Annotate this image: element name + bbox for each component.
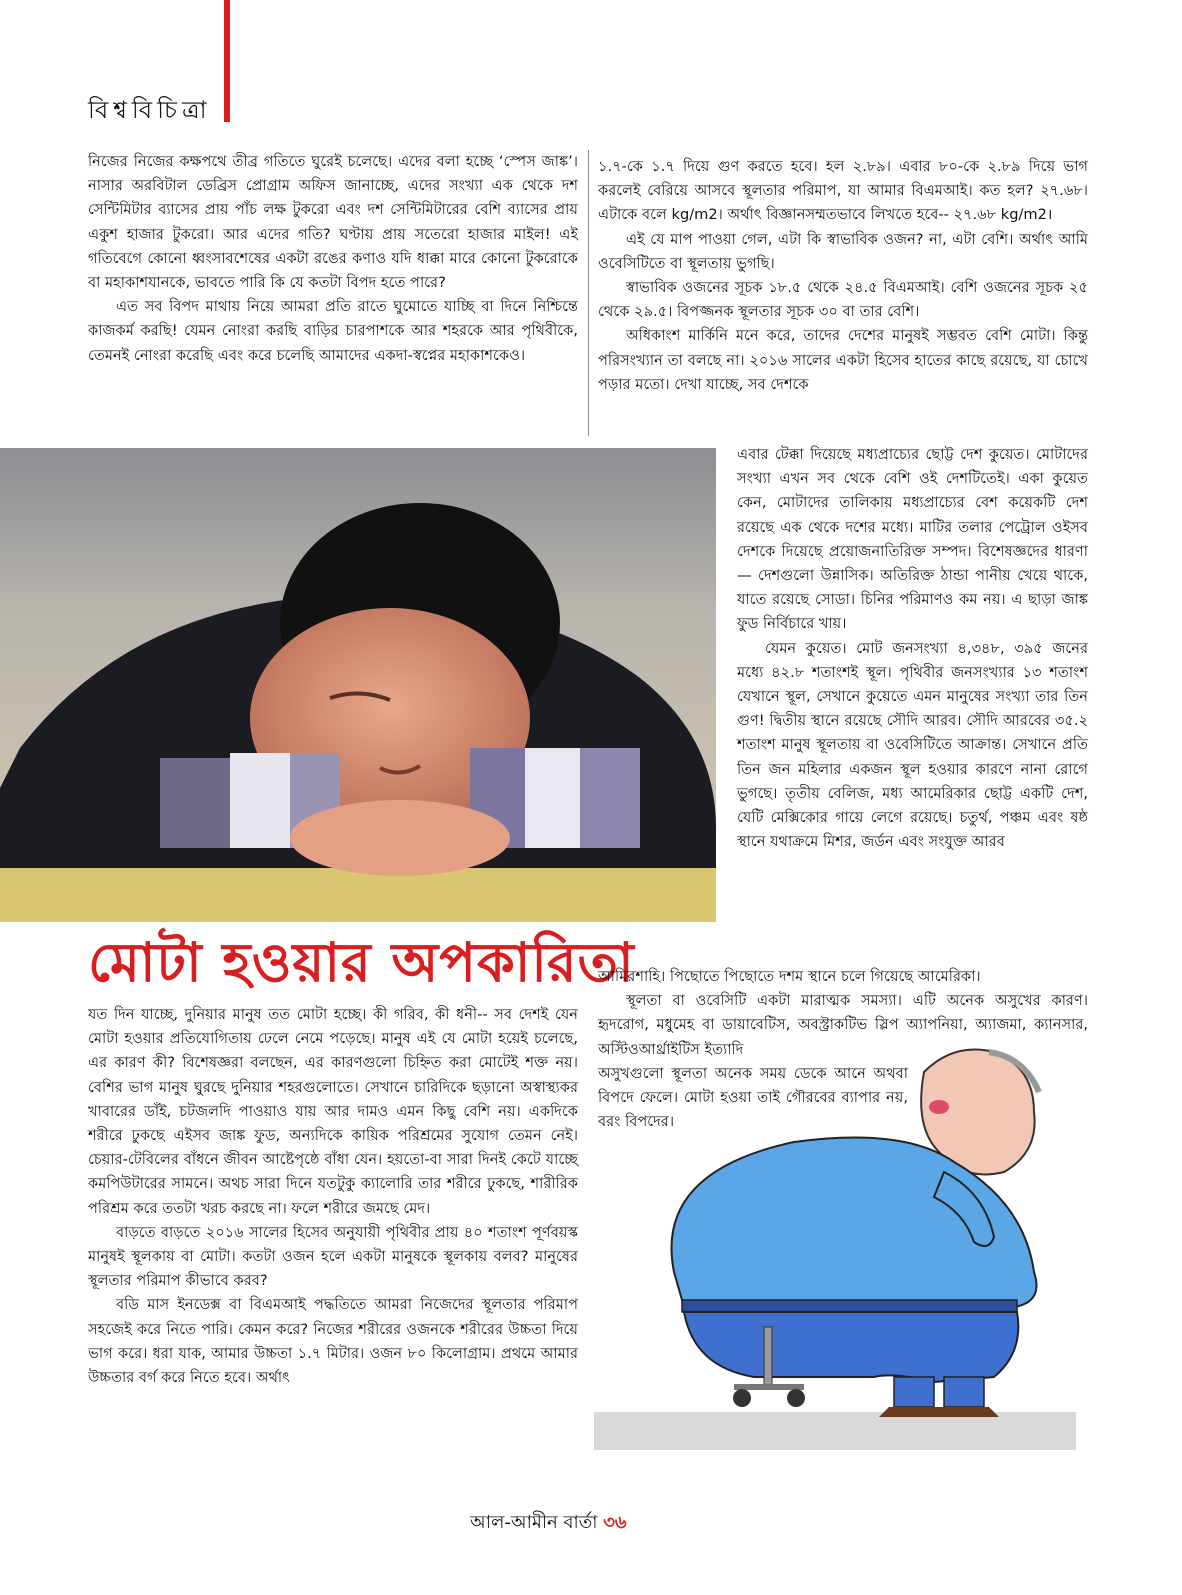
paragraph: অসুখগুলো স্থূলতা অনেক সময় ডেকে আনে অথবা বিপদে ফেলে। মোটা হওয়া তাই গৌরবের ব্যাপার নয়, বরং বিপদের। [598,1065,908,1131]
paragraph: বাড়তে বাড়তে ২০১৬ সালের হিসেব অনুযায়ী পৃথিবীর প্রায় ৪০ শতাংশ পূর্ণবয়স্ক মানুষই স্থূলকায় বা মোটা। কতটা ওজন হলে একটা মানুষকে স্থূলকায় বলব? মানুষের স্থূলতার পরিমাপ কীভাবে করব? [88,1223,578,1290]
paragraph: স্বাভাবিক ওজনের সূচক ১৮.৫ থেকে ২৪.৫ বিএমআই। বেশি ওজনের সূচক ২৫ থেকে ২৯.৫। বিপজ্জনক স্থূলতার সূচক ৩০ বা তার বেশি। [598,279,1088,321]
photo-sleeping-child [0,448,716,922]
article-column-left-bottom [88,1003,578,1390]
paragraph: এই যে মাপ পাওয়া গেল, এটা কি স্বাভাবিক ওজন? না, এটা বেশি। অর্থাৎ আমি ওবেসিটিতে বা স্থূলতায় ভুগছি। [598,230,1088,272]
section-label: বিশ্ববিচিত্রা [88,96,212,124]
article-column-left-top [88,150,578,368]
paragraph: ১.৭-কে ১.৭ দিয়ে গুণ করতে হবে। হল ২.৮৯। এবার ৮০-কে ২.৮৯ দিয়ে ভাগ করলেই বেরিয়ে আসবে স্থূলতার পরিমাপ, যা আমার বিএমআই। কত হল? ২৭.৬৮। এটাকে বলে kg/m2। অর্থাৎ বিজ্ঞানসম্মতভাবে লিখতে হবে-- ২৭.৬৮ kg/m2। [598,158,1088,224]
paragraph: যত দিন যাচ্ছে, দুনিয়ার মানুষ তত মোটা হচ্ছে। কী গরিব, কী ধনী-- সব দেশই যেন মোটা হওয়ার প্রতিযোগিতায় ঢেলে নেমে পড়েছে। মানুষ এই যে মোটা হয়েই চলেছে, এর কারণ কী? বিশেষজ্ঞরা বলছেন, এর কারণগুলো চিহ্নিত করা মোটেই শক্ত নয়। বেশির ভাগ মানুষ ঘুরছে দুনিয়ার শহরগুলোতে। সেখানে চারিদিকে ছড়ানো অস্বাস্থ্যকর খাবারের ডাঁই, চটজলদি পাওয়াও যায় আর দামও এমন কিছু বেশি নয়। একদিকে শরীরে ঢুকছে এইসব জাঙ্ক ফুড, অন্যদিকে কায়িক পরিশ্রমের সুযোগ তেমন নেই। চেয়ার-টেবিলের বাঁধনে জীবন আষ্টেপৃষ্ঠে বাঁধা যেন। হয়তো-বা সারা দিনই কেটে যাচ্ছে কমপিউটারের সামনে। অথচ সারা দিনে যতটুকু ক্যালোরি তার শরীরে ঢুকছে, শারীরিক পরিশ্রম করে ততটা খরচ করছে না। ফলে শরীরে জমছে মেদ। [88,1006,578,1217]
article-column-right-top [598,155,1088,397]
article-headline: মোটা হওয়ার অপকারিতা [88,931,635,994]
header-accent-bar [224,0,230,122]
column-divider [588,150,589,436]
paragraph: নিজের নিজের কক্ষপথে তীব্র গতিতে ঘুরেই চলেছে। এদের বলা হচ্ছে ‘স্পেস জাঙ্ক’। নাসার অরবিটাল ডেব্রিস প্রোগ্রাম অফিস জানাচ্ছে, এদের সংখ্যা এক থেকে দশ সেন্টিমিটার ব্যাসের প্রায় পাঁচ লক্ষ টুকরো এবং দশ সেন্টিমিটারের বেশি ব্যাসের প্রায় একুশ হাজার টুকরো। আর এদের গতি? ঘণ্টায় প্রায় সতেরো হাজার মাইল! এই গতিবেগে কোনো ধ্বংসাবশেষের একটা রঙের কণাও যদি ধাক্কা মারে কোনো টুকরোকে বা মহাকাশযানকে, ভাবতে পারি কি যে কতটা বিপদ হতে পারে? [88,153,578,292]
paragraph: এত সব বিপদ মাথায় নিয়ে আমরা প্রতি রাতে ঘুমোতে যাচ্ছি বা দিনে নিশ্চিন্তে কাজকর্ম করছি! যেমন নোংরা করছি বাড়ির চারপাশকে আর শহরকে আর পৃথিবীকে, তেমনই নোংরা করেছি এবং করে চলেছি আমাদের একদা-স্বপ্নের মহাকাশকেও। [88,298,578,364]
paragraph: বডি মাস ইনডেক্স বা বিএমআই পদ্ধতিতে আমরা নিজেদের স্থূলতার পরিমাপ সহজেই করে নিতে পারি। কেমন করে? নিজের শরীরের ওজনকে শরীরের উচ্চতা দিয়ে ভাগ করে। ধরা যাক, আমার উচ্চতা ১.৭ মিটার। ওজন ৮০ কিলোগ্রাম। প্রথমে আমার উচ্চতার বর্গ করে নিতে হবে। অর্থাৎ [88,1296,578,1387]
article-column-right-narrow [737,443,1088,854]
page-number: ৩৬ [603,1512,627,1533]
article-column-right-cartoon [598,1062,908,1135]
paragraph: আমিরশাহি। পিছোতে পিছোতে দশম স্থানে চলে গিয়েছে আমেরিকা। [598,968,981,985]
magazine-name: আল-আমীন বার্তা [470,1512,598,1533]
paragraph: অধিকাংশ মার্কিনি মনে করে, তাদের দেশের মানুষই সম্ভবত বেশি মোটা। কিন্তু পরিসংখ্যান তা বলছে না। ২০১৬ সালের একটা হিসেব হাতের কাছে রয়েছে, যা চোখে পড়ার মতো। দেখা যাচ্ছে, সব দেশকে [598,327,1088,393]
paragraph: এবার টেক্কা দিয়েছে মধ্যপ্রাচ্যের ছোট্ট দেশ কুয়েত। মোটাদের সংখ্যা এখন সব থেকে বেশি ওই দেশটিতেই। একা কুয়েত কেন, মোটাদের তালিকায় মধ্যপ্রাচ্যের বেশ কয়েকটি দেশ রয়েছে এক থেকে দশের মধ্যে। মাটির তলার পেট্রোল ওইসব দেশকে দিয়েছে প্রয়োজনাতিরিক্ত সম্পদ। বিশেষজ্ঞদের ধারণা— দেশগুলো উন্নাসিক। অতিরিক্ত ঠান্ডা পানীয় খেয়ে থাকে, যাতে রয়েছে সোডা। চিনির পরিমাণও কম নয়। এ ছাড়া জাঙ্ক ফুড নির্বিচারে খায়। [737,446,1088,633]
page-footer [470,1508,627,1539]
paragraph: স্থূলতা বা ওবেসিটি একটা মারাত্মক সমস্যা। এটি অনেক অসুখের কারণ। হৃদরোগ, মধুমেহ বা ডায়াবেটিস, অবস্ট্রাকটিভ স্লিপ অ্যাপনিয়া, অ্যাজমা, ক্যানসার, অস্টিওআর্থ্রাইটিস ইত্যাদি [598,992,1088,1058]
paragraph: যেমন কুয়েত। মোট জনসংখ্যা ৪,৩৪৮, ৩৯৫ জনের মধ্যে ৪২.৮ শতাংশই স্থূল। পৃথিবীর জনসংখ্যার ১৩ শতাংশ যেখানে স্থূল, সেখানে কুয়েতে এমন মানুষের সংখ্যা তার তিন গুণ! দ্বিতীয় স্থানে রয়েছে সৌদি আরব। সৌদি আরবের ৩৫.২ শতাংশ মানুষ স্থূলতায় বা ওবেসিটিতে আক্রান্ত। সেখানে প্রতি তিন জন মহিলার একজন স্থূল হওয়ার কারণে নানা রোগে ভুগছে। তৃতীয় বেলিজ, মধ্য আমেরিকার ছোট্ট একটি দেশ, যেটি মেক্সিকোর গায়ে লেগে রয়েছে। চতুর্থ, পঞ্চম এবং ষষ্ঠ স্থানে যথাক্রমে মিশর, জর্ডন এবং সংযুক্ত আরব [737,639,1088,851]
